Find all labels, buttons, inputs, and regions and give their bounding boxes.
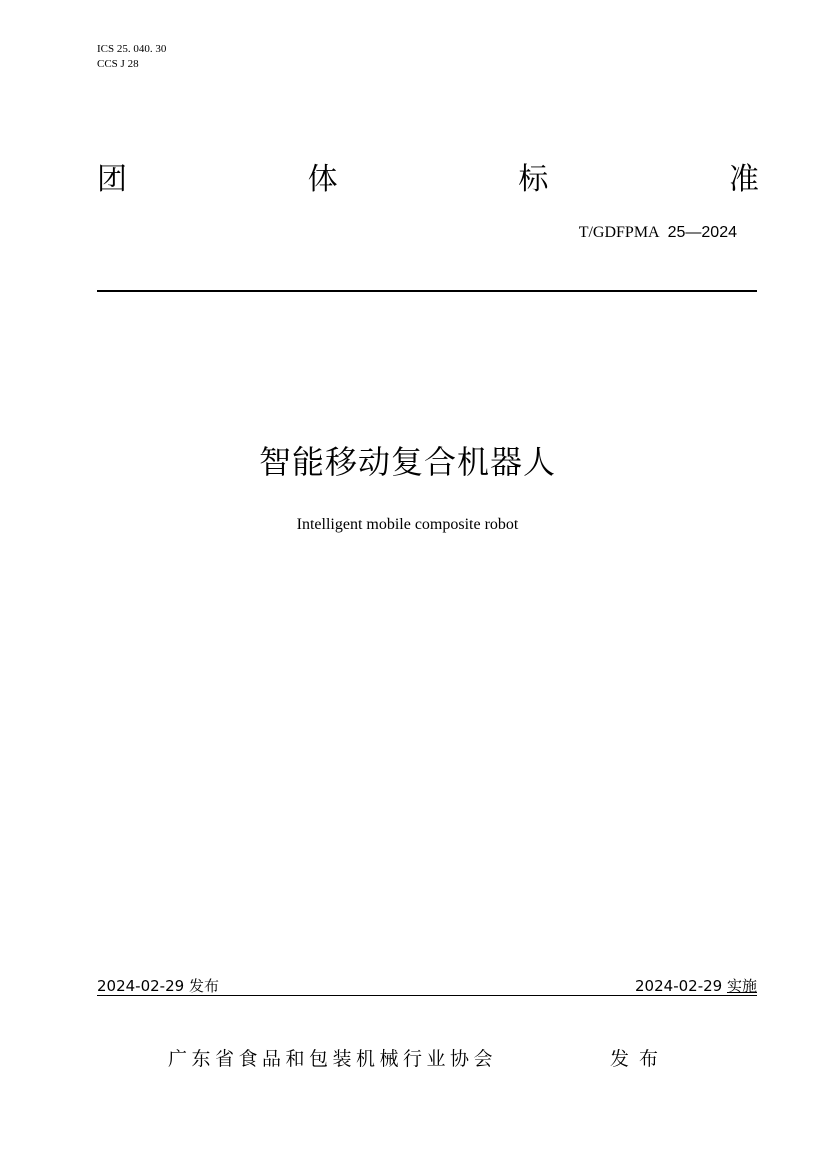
- standard-code: T/GDFPMA: [578, 224, 660, 241]
- implementation-date-value: 2024-02-29: [635, 977, 723, 995]
- standard-number-year: 25—2024: [667, 224, 737, 241]
- implementation-date: [635, 975, 757, 997]
- document-title-english: Intelligent mobile composite robot: [296, 516, 519, 533]
- document-title-chinese: 智能移动复合机器人: [258, 443, 556, 481]
- release-date-value: 2024-02-29: [97, 977, 185, 995]
- implementation-date-label: 实施: [726, 977, 757, 995]
- publisher-row: [0, 1044, 815, 1074]
- release-date: [97, 975, 219, 997]
- release-date-label: 发布: [188, 977, 219, 995]
- ics-code: ICS 25. 040. 30: [97, 43, 167, 55]
- standard-type-char: 团: [97, 162, 127, 197]
- standard-type-char: 准: [728, 162, 759, 197]
- publisher-action: 发布: [610, 1048, 669, 1070]
- date-row: [97, 975, 757, 997]
- publisher-name: 广东省食品和包装机械行业协会: [168, 1048, 498, 1070]
- standard-type-char: 标: [518, 162, 549, 197]
- classification-codes: [97, 42, 166, 72]
- footer-divider: [97, 995, 757, 996]
- header-divider: [97, 290, 757, 292]
- standard-type-heading: [97, 160, 759, 200]
- ccs-code: CCS J 28: [97, 58, 139, 70]
- standard-type-char: 体: [307, 162, 338, 197]
- standard-number: [579, 222, 737, 244]
